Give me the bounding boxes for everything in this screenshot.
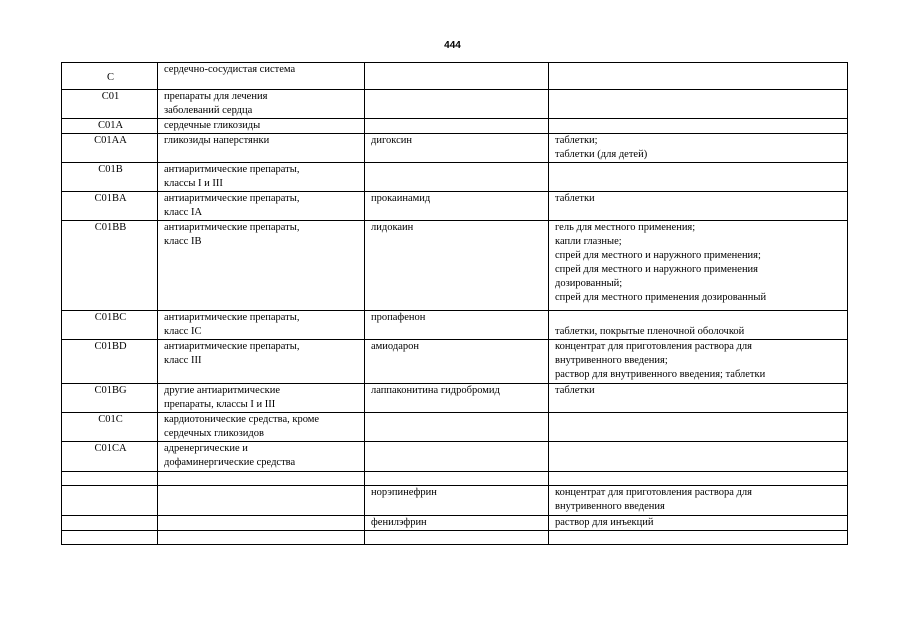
atc-code-cell <box>62 192 158 221</box>
table-row <box>62 413 848 442</box>
atc-code: C01 <box>101 91 120 102</box>
atc-code: C01BG <box>94 385 127 396</box>
dosage-form-cell <box>549 413 848 442</box>
cell-text-line: таблетки <box>555 385 595 396</box>
atc-code: C01BB <box>94 222 127 233</box>
atc-code-cell <box>62 311 158 340</box>
drug-name-cell <box>365 119 549 134</box>
cell-text-line: амиодарон <box>371 341 419 352</box>
atc-code: C01BC <box>94 312 127 323</box>
cell-text-line: фенилэфрин <box>371 517 427 528</box>
anatomical-group-cell <box>158 442 365 472</box>
atc-code-cell <box>62 442 158 472</box>
cell-text-line: антиаритмические препараты, <box>164 312 300 323</box>
table-row <box>62 531 848 545</box>
drug-name-cell <box>365 384 549 413</box>
cell-text-line: класс IC <box>164 326 202 337</box>
atc-code: C01C <box>98 414 123 425</box>
dosage-form-cell <box>549 340 848 384</box>
cell-text-line: классы I и III <box>164 178 223 189</box>
dosage-form-cell <box>549 531 848 545</box>
cell-text-line: другие антиаритмические <box>164 385 281 396</box>
anatomical-group-cell <box>158 531 365 545</box>
atc-code-cell <box>62 63 158 90</box>
drug-name-cell <box>365 442 549 472</box>
anatomical-group-cell <box>158 516 365 531</box>
drug-name-cell <box>365 311 549 340</box>
cell-text-line: дигоксин <box>371 135 412 146</box>
atc-code: C01CA <box>94 443 127 454</box>
cell-text-line: таблетки (для детей) <box>555 149 648 160</box>
atc-code-cell <box>62 486 158 516</box>
cell-text-line: дозированный; <box>555 278 623 289</box>
dosage-form-cell <box>549 63 848 90</box>
anatomical-group-cell <box>158 192 365 221</box>
atc-code-cell <box>62 90 158 119</box>
table-row <box>62 516 848 531</box>
cell-text-line: антиаритмические препараты, <box>164 164 300 175</box>
table-row <box>62 134 848 163</box>
cell-text-line: лидокаин <box>371 222 414 233</box>
atc-code-cell <box>62 531 158 545</box>
cell-text-line: раствор для инъекций <box>555 517 654 528</box>
cell-text-line: сердечные гликозиды <box>164 120 261 131</box>
cell-text-line: спрей для местного и наружного применения; <box>555 250 761 261</box>
drug-classification-table <box>61 62 848 545</box>
cell-text-line: таблетки; <box>555 135 598 146</box>
table-row <box>62 472 848 486</box>
dosage-form-cell <box>549 90 848 119</box>
drug-name-cell <box>365 516 549 531</box>
dosage-form-cell <box>549 192 848 221</box>
table-row <box>62 442 848 472</box>
cell-text-line: класс III <box>164 355 202 366</box>
dosage-form-cell <box>549 384 848 413</box>
cell-text-line: раствор для внутривенного введения; таблетки <box>555 369 766 380</box>
cell-text-line: таблетки <box>555 193 595 204</box>
drug-name-cell <box>365 90 549 119</box>
atc-code-cell <box>62 119 158 134</box>
drug-name-cell <box>365 221 549 311</box>
dosage-form-cell <box>549 442 848 472</box>
table-row <box>62 340 848 384</box>
atc-code: C <box>106 72 114 83</box>
cell-text-line: кардиотонические средства, кроме <box>164 414 320 425</box>
anatomical-group-cell <box>158 134 365 163</box>
drug-name-cell <box>365 134 549 163</box>
cell-text-line: препараты для лечения <box>164 91 268 102</box>
dosage-form-cell <box>549 163 848 192</box>
drug-name-cell <box>365 340 549 384</box>
drug-name-cell <box>365 163 549 192</box>
cell-text-line: класс IA <box>164 207 203 218</box>
anatomical-group-cell <box>158 90 365 119</box>
cell-text-line: адренергические и <box>164 443 248 454</box>
cell-text-line: антиаритмические препараты, <box>164 222 300 233</box>
table-row <box>62 221 848 311</box>
drug-name-cell <box>365 413 549 442</box>
dosage-form-cell <box>549 516 848 531</box>
dosage-form-cell <box>549 119 848 134</box>
atc-code: C01BA <box>94 193 127 204</box>
cell-text-line: заболеваний сердца <box>164 105 253 116</box>
table-row <box>62 192 848 221</box>
atc-code: C01BD <box>94 341 127 352</box>
cell-text-line: дофаминергические средства <box>164 457 296 468</box>
drug-name-cell <box>365 531 549 545</box>
cell-text-line: гель для местного применения; <box>555 222 696 233</box>
cell-text-line <box>555 311 843 325</box>
atc-code-cell <box>62 163 158 192</box>
anatomical-group-cell <box>158 119 365 134</box>
dosage-form-cell <box>549 486 848 516</box>
atc-code: C01AA <box>94 135 127 146</box>
atc-code-cell <box>62 516 158 531</box>
anatomical-group-cell <box>158 340 365 384</box>
cell-text-line: прокаинамид <box>371 193 431 204</box>
dosage-form-cell <box>549 221 848 311</box>
cell-text-line: концентрат для приготовления раствора для <box>555 487 752 498</box>
anatomical-group-cell <box>158 413 365 442</box>
cell-text-line: антиаритмические препараты, <box>164 193 300 204</box>
atc-code: C01B <box>98 164 123 175</box>
table-row <box>62 63 848 90</box>
cell-text-line: таблетки, покрытые пленочной оболочкой <box>555 326 745 337</box>
cell-text-line: антиаритмические препараты, <box>164 341 300 352</box>
cell-text-line: внутривенного введения; <box>555 355 668 366</box>
drug-name-cell <box>365 63 549 90</box>
dosage-form-cell <box>549 472 848 486</box>
atc-code: C01A <box>97 120 124 131</box>
atc-code-cell <box>62 384 158 413</box>
cell-text-line: класс IB <box>164 236 202 247</box>
cell-text-line: препараты, классы I и III <box>164 399 276 410</box>
dosage-form-cell <box>549 134 848 163</box>
cell-text-line: пропафенон <box>371 312 426 323</box>
table-row <box>62 163 848 192</box>
anatomical-group-cell <box>158 311 365 340</box>
dosage-form-cell <box>549 311 848 340</box>
atc-code-cell <box>62 413 158 442</box>
atc-code-cell <box>62 472 158 486</box>
table-row <box>62 311 848 340</box>
table-row <box>62 90 848 119</box>
table-body <box>62 63 848 545</box>
cell-text-line: концентрат для приготовления раствора для <box>555 341 752 352</box>
cell-text-line: норэпинефрин <box>371 487 437 498</box>
drug-name-cell <box>365 486 549 516</box>
anatomical-group-cell <box>158 472 365 486</box>
anatomical-group-cell <box>158 221 365 311</box>
cell-text-line: сердечно-сосудистая система <box>164 64 296 75</box>
cell-text-line: внутривенного введения <box>555 501 665 512</box>
cell-text-line: лаппаконитина гидробромид <box>371 385 500 396</box>
atc-code-cell <box>62 134 158 163</box>
drug-name-cell <box>365 192 549 221</box>
cell-text-line: спрей для местного применения дозированный <box>555 292 767 303</box>
page-number: 444 <box>444 40 461 51</box>
table-row <box>62 119 848 134</box>
cell-text-line: спрей для местного и наружного применения <box>555 264 759 275</box>
anatomical-group-cell <box>158 63 365 90</box>
cell-text-line: капли глазные; <box>555 236 622 247</box>
drug-name-cell <box>365 472 549 486</box>
table-row <box>62 486 848 516</box>
cell-text-line: сердечных гликозидов <box>164 428 264 439</box>
table-row <box>62 384 848 413</box>
anatomical-group-cell <box>158 163 365 192</box>
anatomical-group-cell <box>158 384 365 413</box>
atc-code-cell <box>62 340 158 384</box>
cell-text-line: гликозиды наперстянки <box>164 135 270 146</box>
anatomical-group-cell <box>158 486 365 516</box>
atc-code-cell <box>62 221 158 311</box>
